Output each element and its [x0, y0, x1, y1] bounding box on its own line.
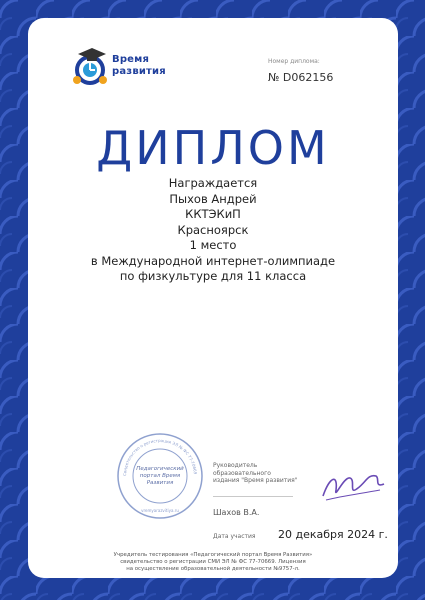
stamp-ring-text: Свидетельство о регистрации ЭЛ № ФС 77-70669	[121, 437, 198, 477]
diploma-title: ДИПЛОМ	[96, 121, 330, 175]
stamp-line: портал Время	[139, 473, 181, 479]
footer-line: свидетельство о регистрации СМИ ЭЛ № ФС 77-70669. Лицензия	[120, 559, 306, 565]
logo	[68, 44, 188, 94]
recipient-name: Пыхов Андрей	[169, 191, 257, 206]
competition: в Международной интернет-олимпиаде	[90, 253, 336, 268]
clock-graduate-icon	[68, 44, 112, 88]
stamp-line: Педагогический	[136, 466, 184, 472]
diploma-number: № D062156	[268, 71, 334, 84]
signatory-role-line: издания "Время развития"	[213, 477, 298, 484]
stamp	[116, 432, 204, 520]
award-text	[28, 176, 398, 285]
signature	[318, 466, 388, 506]
diploma-number-label: Номер диплома:	[268, 58, 320, 65]
logo-text-line2: развития	[112, 66, 166, 77]
logo-text-line1: Время	[112, 54, 150, 65]
signatory-name: Шахов В.А.	[213, 508, 260, 517]
place: 1 место	[189, 238, 237, 252]
stamp-url: vremyarazvitiya.ru	[141, 508, 179, 513]
award-line: Награждается	[168, 176, 258, 190]
signature-line	[213, 496, 293, 497]
signatory-role	[213, 462, 298, 485]
signatory-role-line: образовательного	[213, 469, 271, 477]
stamp-line: Развития	[146, 480, 174, 486]
footer-line: Учредитель тестирования «Педагогический портал Время Развития»	[113, 552, 313, 558]
date-label: Дата участия	[213, 533, 256, 540]
city: Красноярск	[177, 222, 249, 237]
diploma-card	[28, 18, 398, 578]
date-value: 20 декабря 2024 г.	[278, 528, 388, 541]
signatory-role-line: Руководитель	[213, 462, 258, 469]
subject: по физкультуре для 11 класса	[119, 269, 307, 283]
institution: ККТЭКиП	[185, 207, 241, 221]
footer-line: на осуществление образовательной деятельности №9757-л.	[126, 566, 300, 572]
footer-text	[28, 552, 398, 573]
